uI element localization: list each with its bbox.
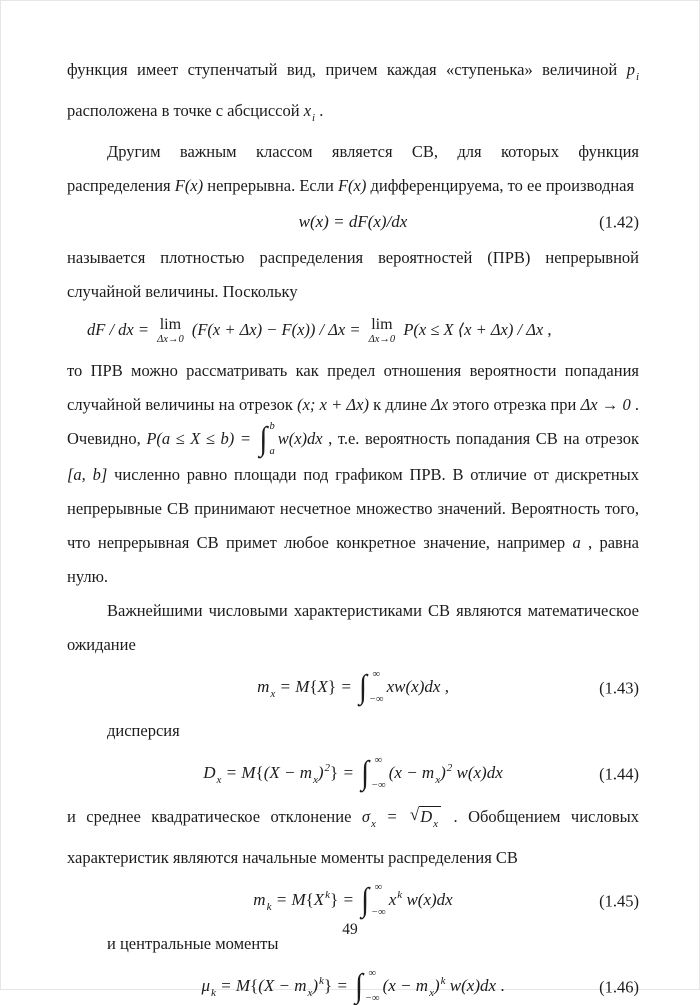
text-run: численно равно площади под графиком ПРВ. В отличие от дискретных непрерывные СВ принимают несчетное множество значений. Вероятность того, что непрерывная СВ примет любое конкретное значение, например bbox=[67, 464, 640, 552]
superscript: k bbox=[397, 888, 403, 901]
equation bbox=[67, 883, 639, 919]
subscript: x bbox=[216, 773, 222, 786]
math-run: X bbox=[313, 889, 325, 909]
subscript: i bbox=[635, 71, 639, 83]
subscript: i bbox=[312, 112, 316, 124]
text-run: , равна нулю. bbox=[67, 532, 639, 586]
math-run: m bbox=[257, 676, 270, 696]
integral-sign-icon: ∫ bbox=[361, 754, 370, 792]
math-run: P(a ≤ X ≤ b) = bbox=[146, 428, 257, 448]
math-run: w(x)dx bbox=[452, 762, 503, 782]
math-run: = bbox=[336, 676, 357, 696]
text-run: { bbox=[309, 676, 318, 696]
integral-upper-limit: ∞ bbox=[372, 668, 381, 680]
text-run: , bbox=[440, 676, 449, 696]
math-run: F(x) bbox=[174, 176, 204, 195]
paragraph bbox=[67, 135, 639, 203]
limit-operator bbox=[369, 317, 396, 346]
math-run: xw(x)dx bbox=[386, 676, 441, 696]
integral-sign-icon: ∫ bbox=[361, 881, 370, 919]
paragraph bbox=[67, 354, 639, 594]
text-run: расположена в точке с абсциссой bbox=[67, 101, 304, 120]
text-run: дифференцируема, то ее производная bbox=[366, 176, 635, 195]
text-run: } bbox=[330, 889, 339, 909]
radicand bbox=[419, 806, 441, 831]
math-run: ) bbox=[433, 975, 440, 995]
text-run: , т.е. вероятность попадания СВ на отрезок bbox=[322, 428, 639, 448]
math-run: (X − m bbox=[258, 975, 307, 995]
radical-icon: √ bbox=[409, 804, 420, 824]
subscript: k bbox=[266, 900, 272, 913]
superscript: k bbox=[440, 974, 446, 987]
math-run: x bbox=[303, 101, 312, 120]
math-run: = bbox=[338, 889, 359, 909]
text-run: непрерывна. Если bbox=[203, 176, 338, 195]
text-run: } bbox=[330, 762, 339, 782]
math-run: Δx → 0 bbox=[580, 394, 631, 414]
integral bbox=[361, 883, 386, 919]
math-run: p bbox=[626, 60, 635, 79]
text-run: . Обобщением числовых характеристик являются начальные моменты распределения СВ bbox=[67, 806, 639, 867]
integral-limits bbox=[369, 670, 384, 706]
limit-word: lim bbox=[159, 316, 182, 334]
equation-body bbox=[257, 668, 449, 706]
page-body bbox=[67, 53, 639, 1005]
integral-upper-limit: ∞ bbox=[374, 881, 383, 893]
math-run: x bbox=[388, 889, 397, 909]
math-run: ) bbox=[312, 975, 319, 995]
math-run: D bbox=[420, 806, 433, 826]
integral-sign-icon: ∫ bbox=[259, 420, 268, 458]
integral-limits bbox=[371, 883, 386, 919]
equation-number: (1.42) bbox=[599, 212, 639, 232]
math-run: D bbox=[203, 762, 216, 782]
subscript: x bbox=[312, 773, 318, 786]
page-number: 49 bbox=[342, 921, 358, 938]
integral bbox=[260, 422, 275, 458]
integral bbox=[361, 756, 386, 792]
integral-sign-icon: ∫ bbox=[359, 668, 368, 706]
equation-number: (1.45) bbox=[599, 891, 639, 911]
subscript: x bbox=[307, 986, 313, 999]
paragraph bbox=[67, 241, 639, 309]
text-run: то ПРВ можно рассматривать как предел отношения вероятности попадания случайной величины на отрезок bbox=[67, 360, 639, 414]
integral-lower-limit: a bbox=[269, 446, 275, 458]
integral-limits bbox=[269, 422, 274, 458]
math-run: (F(x + Δx) − F(x)) / Δx = bbox=[187, 320, 365, 340]
equation bbox=[67, 211, 639, 233]
math-run: = bbox=[332, 975, 353, 995]
text-run: к длине bbox=[368, 394, 432, 414]
math-run: (x − m bbox=[388, 762, 435, 782]
math-run: X bbox=[317, 676, 328, 696]
integral-lower-limit: −∞ bbox=[365, 993, 380, 1005]
limit-word: lim bbox=[371, 316, 393, 334]
text-run: и центральные моменты bbox=[107, 933, 279, 953]
subscript: x bbox=[270, 687, 276, 700]
math-run: σ bbox=[361, 806, 370, 826]
text-run: этого отрезка при bbox=[448, 394, 581, 414]
text-run: дисперсия bbox=[107, 720, 180, 740]
text-run: { bbox=[250, 975, 259, 995]
equation-body bbox=[253, 881, 453, 919]
equation-number: (1.44) bbox=[599, 764, 639, 784]
math-run: = bbox=[338, 762, 359, 782]
math-run: F(x) bbox=[337, 176, 367, 195]
integral-lower-limit: −∞ bbox=[371, 907, 386, 919]
paragraph bbox=[67, 714, 639, 748]
math-run: ) bbox=[440, 762, 446, 782]
superscript: 2 bbox=[324, 761, 331, 774]
equation bbox=[67, 317, 639, 346]
text-run: Важнейшими числовыми характеристиками СВ являются математическое ожидание bbox=[67, 600, 639, 654]
limit-subscript: Δx→0 bbox=[157, 334, 184, 346]
text-run: { bbox=[305, 889, 314, 909]
equation bbox=[67, 756, 639, 792]
math-run: = M bbox=[215, 975, 251, 995]
equation-body bbox=[299, 212, 408, 231]
math-run: = M bbox=[275, 676, 310, 696]
math-run: m bbox=[253, 889, 266, 909]
text-run: . bbox=[315, 101, 324, 120]
superscript: k bbox=[325, 888, 331, 901]
paragraph bbox=[67, 53, 639, 135]
equation bbox=[67, 969, 639, 1005]
text-run: функция имеет ступенчатый вид, причем каждая «ступенька» величиной bbox=[67, 60, 627, 79]
math-run: = M bbox=[221, 762, 256, 782]
text-run: . bbox=[496, 975, 505, 995]
integral bbox=[355, 969, 380, 1005]
superscript: 2 bbox=[446, 761, 453, 774]
math-run: a bbox=[572, 532, 581, 552]
integral-lower-limit: −∞ bbox=[371, 780, 386, 792]
math-run: w(x)dx bbox=[445, 975, 497, 995]
integral-limits bbox=[371, 756, 386, 792]
text-run: } bbox=[323, 975, 333, 995]
integral-upper-limit: ∞ bbox=[374, 754, 383, 766]
superscript: k bbox=[319, 974, 324, 987]
equation-body bbox=[201, 967, 505, 1005]
math-run: w(x) = dF(x)/dx bbox=[298, 212, 408, 231]
math-run: (x − m bbox=[382, 975, 429, 995]
limit-operator bbox=[157, 317, 184, 346]
subscript: x bbox=[433, 817, 439, 830]
math-run: dF / dx = bbox=[87, 320, 154, 340]
math-run: P(x ≤ X ⟨x + Δx) / Δx bbox=[399, 320, 544, 340]
integral-lower-limit: −∞ bbox=[369, 694, 384, 706]
subscript: k bbox=[210, 986, 216, 999]
text-run: . Очевидно, bbox=[67, 394, 640, 448]
integral-limits bbox=[365, 969, 380, 1005]
math-run: ) bbox=[317, 762, 324, 782]
math-run: Δx bbox=[431, 394, 449, 414]
math-run: = bbox=[375, 806, 408, 826]
paragraph bbox=[67, 594, 639, 662]
integral bbox=[359, 670, 384, 706]
math-run: [a, b] bbox=[67, 464, 108, 484]
equation-number: (1.43) bbox=[599, 678, 639, 698]
integral-upper-limit: ∞ bbox=[368, 967, 377, 979]
equation bbox=[67, 670, 639, 706]
subscript: x bbox=[435, 773, 441, 786]
equation-body bbox=[203, 754, 503, 792]
text-run: Другим важным классом является СВ, для которых функция распределения bbox=[67, 142, 639, 195]
subscript: x bbox=[429, 986, 434, 999]
equation-number: (1.46) bbox=[599, 977, 639, 997]
text-run: , bbox=[543, 320, 552, 340]
math-run: μ bbox=[201, 975, 210, 995]
paragraph bbox=[67, 800, 639, 875]
text-run: и среднее квадратическое отклонение bbox=[67, 806, 362, 826]
text-run: называется плотностью распределения вероятностей (ПРВ) непрерывной случайной величины. Поскольку bbox=[67, 248, 639, 302]
integral-upper-limit: b bbox=[269, 420, 275, 432]
math-run: w(x)dx bbox=[277, 428, 323, 448]
math-run: = M bbox=[271, 889, 306, 909]
limit-subscript: Δx→0 bbox=[368, 334, 396, 346]
text-run: { bbox=[255, 762, 264, 782]
math-run: (X − m bbox=[263, 762, 312, 782]
integral-sign-icon: ∫ bbox=[355, 967, 364, 1005]
math-run: (x; x + Δx) bbox=[297, 394, 369, 414]
subscript: x bbox=[370, 817, 376, 830]
text-run: } bbox=[327, 676, 337, 696]
square-root bbox=[410, 806, 441, 831]
equation-body bbox=[87, 316, 552, 346]
math-run: w(x)dx bbox=[402, 889, 453, 909]
